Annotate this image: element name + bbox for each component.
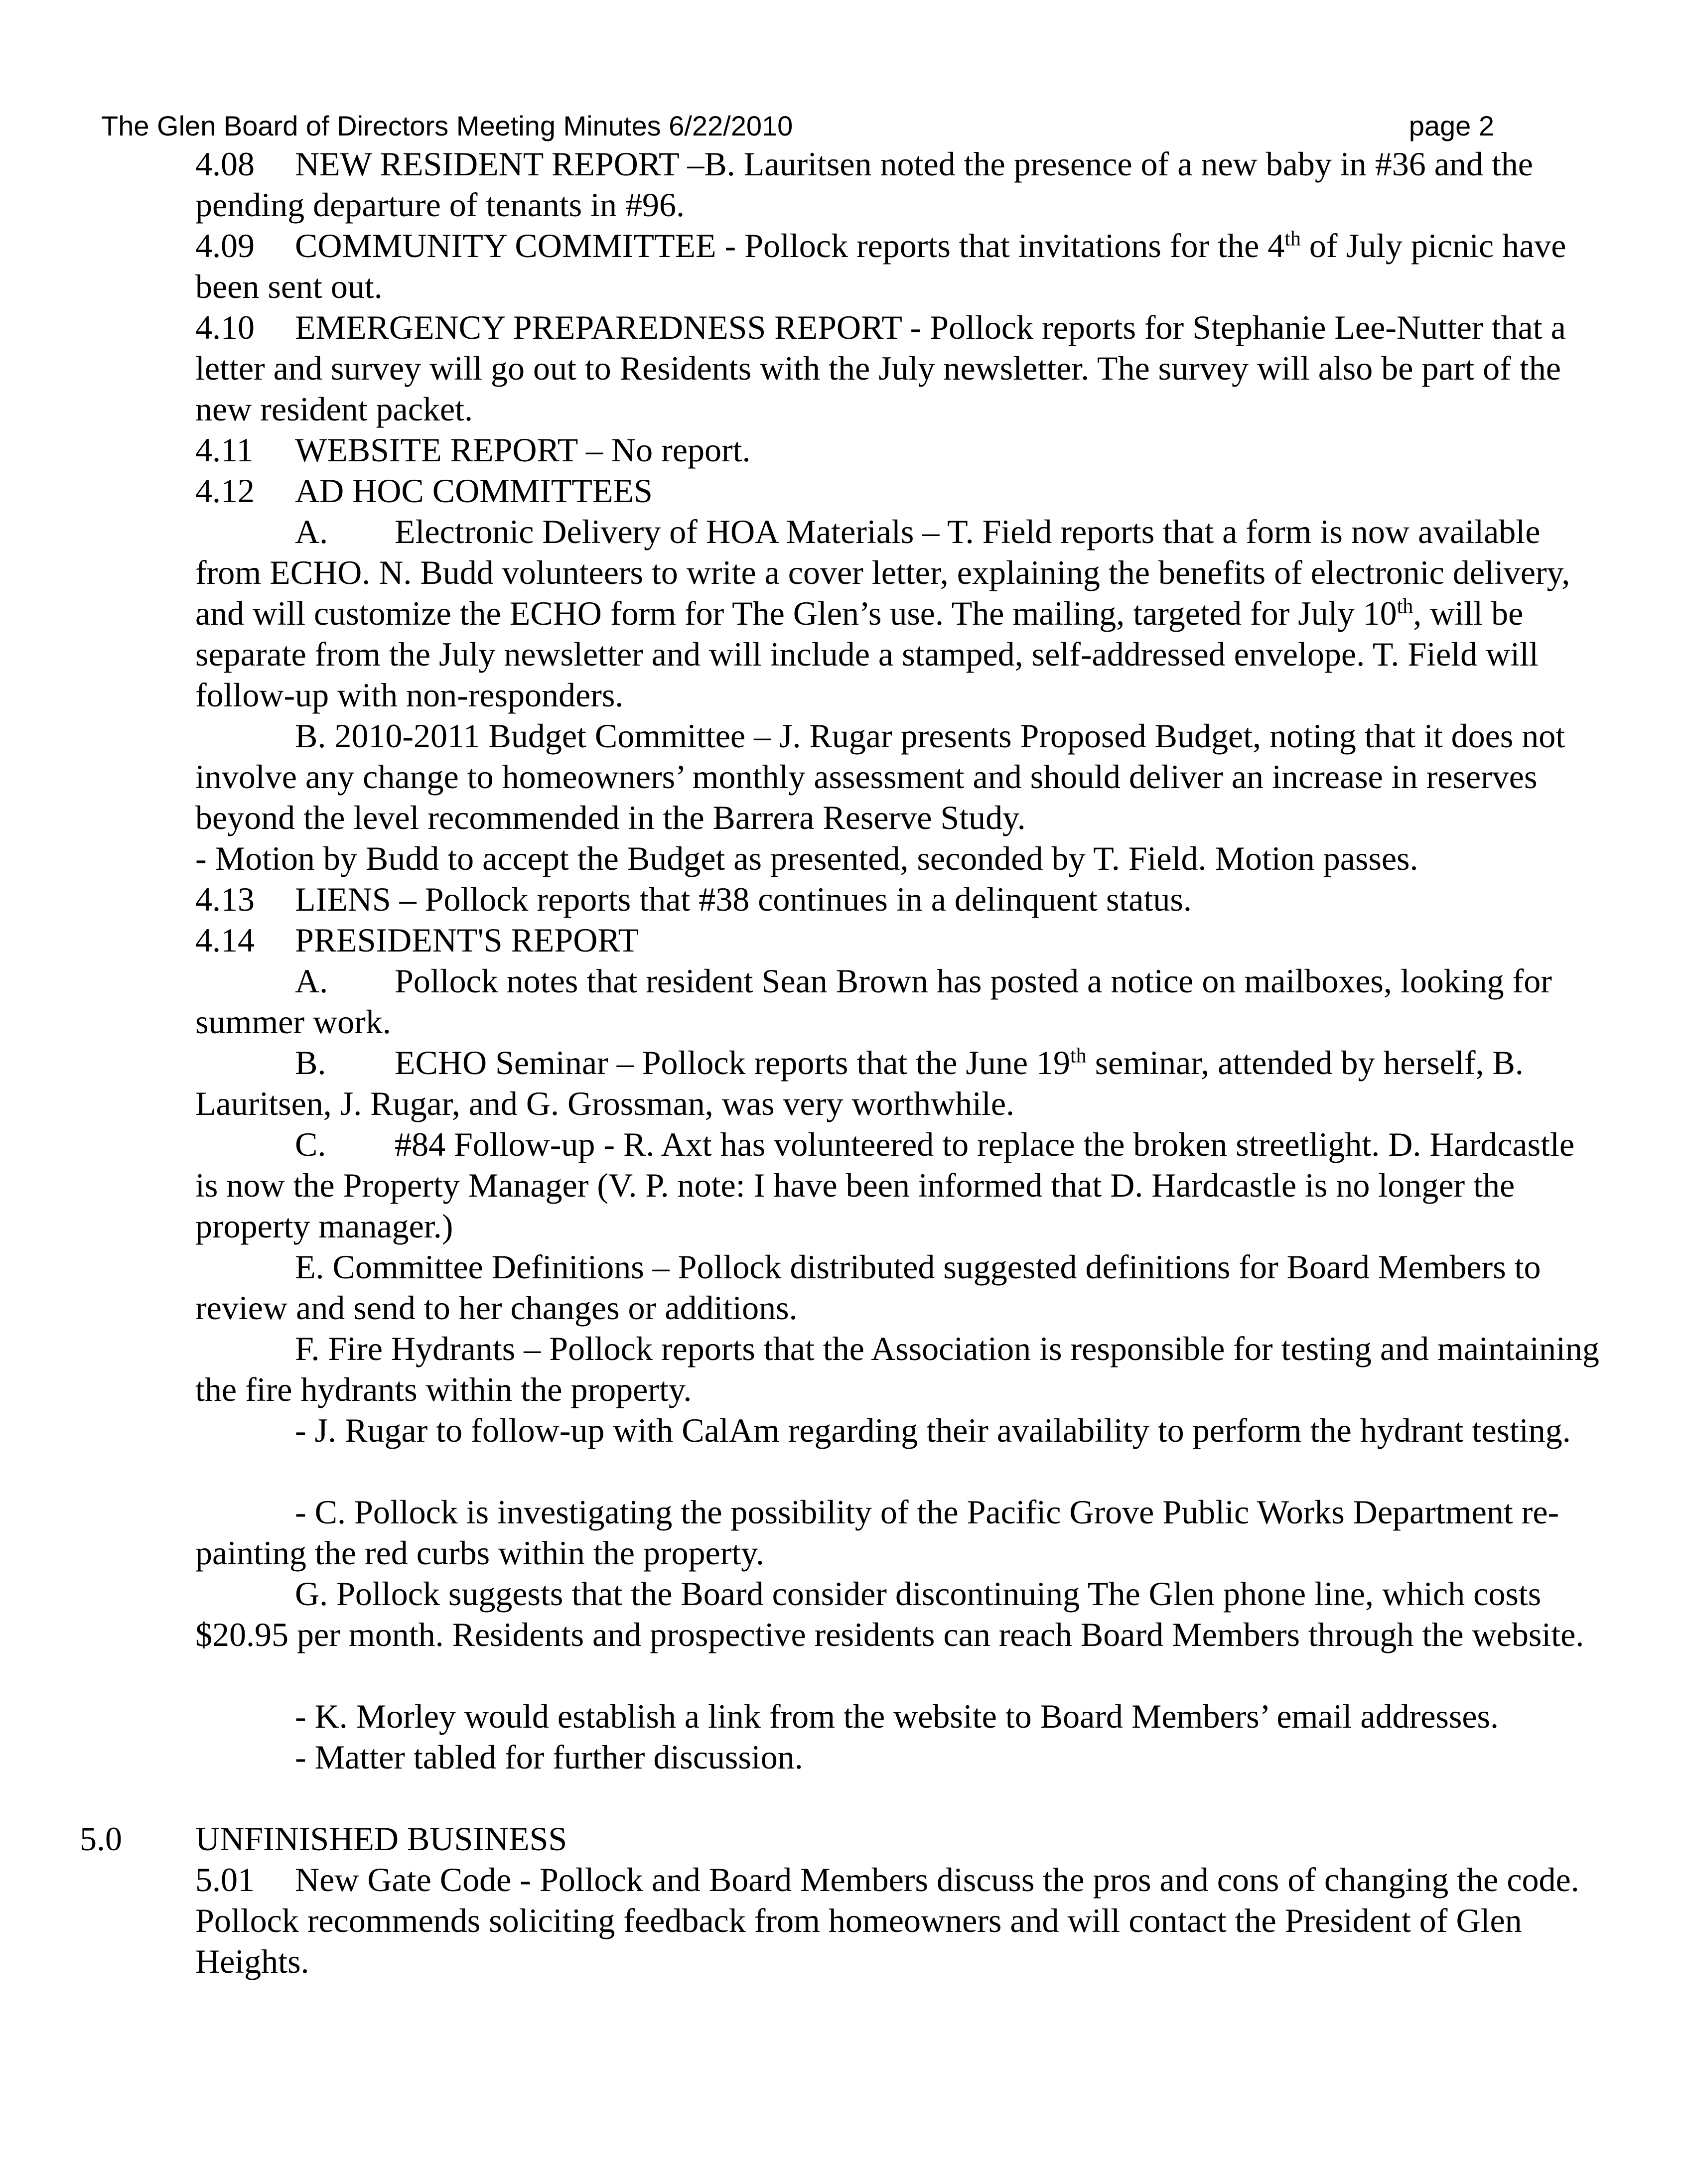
item-text: - Matter tabled for further discussion. — [295, 1738, 803, 1776]
item-text: - K. Morley would establish a link from the website to Board Members’ email addresses. — [295, 1697, 1499, 1735]
item-text: PRESIDENT'S REPORT — [295, 921, 639, 959]
item-text: LIENS – Pollock reports that #38 continues in a delinquent status. — [295, 880, 1192, 918]
item-4-12 — [195, 470, 1600, 511]
sub-item-label: A. — [295, 513, 328, 550]
item-number: 4.11 — [195, 431, 254, 469]
item-4-14-g — [195, 1573, 1600, 1655]
item-text: COMMUNITY COMMITTEE - Pollock reports that invitations for the 4 — [295, 227, 1285, 265]
item-number: 5.01 — [195, 1861, 255, 1899]
item-text: Electronic Delivery of HOA Materials – T. Field reports that a form is now available from ECHO. N. Budd volunteers to write a cover letter, explaining the benefits of electronic delivery, and will customize the ECHO form for The Glen’s use. The mailing, targeted for July 10 — [195, 513, 1570, 632]
item-number: 4.14 — [195, 921, 255, 959]
item-text: WEBSITE REPORT – No report. — [295, 431, 751, 469]
ordinal-suffix: th — [1070, 1044, 1087, 1068]
item-text: ECHO Seminar – Pollock reports that the June 19 — [395, 1044, 1071, 1082]
budget-motion — [195, 838, 1600, 879]
ordinal-suffix: th — [1397, 595, 1413, 618]
item-text: #84 Follow-up - R. Axt has volunteered to replace the broken streetlight. D. Hardcastle is now the Property Manager (V. P. note: I have been informed that D. Hardcastle is no longer the property manager.) — [195, 1125, 1575, 1245]
item-4-10 — [195, 307, 1600, 429]
page-number: page 2 — [1408, 110, 1494, 141]
item-number: 4.12 — [195, 472, 255, 510]
sub-item-label: C. — [295, 1125, 326, 1163]
item-4-14-g-1 — [195, 1696, 1600, 1737]
item-4-14-c — [195, 1124, 1600, 1246]
item-text: EMERGENCY PREPAREDNESS REPORT - Pollock reports for Stephanie Lee-Nutter that a letter and survey will go out to Residents with the July newsletter. The survey will also be part of the new resident packet. — [195, 308, 1566, 428]
section-title: UNFINISHED BUSINESS — [195, 1820, 567, 1858]
item-4-14-g-2 — [195, 1737, 1600, 1777]
item-text-cont: of July picnic have been sent out. — [195, 227, 1566, 305]
item-number: 4.09 — [195, 227, 255, 265]
sub-item-label: B. — [295, 1044, 326, 1082]
item-text: AD HOC COMMITTEES — [295, 472, 653, 510]
item-5-01 — [195, 1859, 1600, 1982]
item-number: 4.13 — [195, 880, 255, 918]
item-4-14-e — [195, 1246, 1600, 1328]
item-text-cont: seminar, attended by herself, B. Lauritsen, J. Rugar, and G. Grossman, was very worthwhile. — [195, 1044, 1524, 1122]
item-number: 4.08 — [195, 145, 255, 183]
item-4-14-a — [195, 960, 1600, 1042]
item-text: B. 2010-2011 Budget Committee – J. Rugar presents Proposed Budget, noting that it does not involve any change to homeowners’ monthly assessment and should deliver an increase in reserves beyond the level recommended in the Barrera Reserve Study. — [195, 717, 1565, 836]
item-text: F. Fire Hydrants – Pollock reports that the Association is responsible for testing and maintaining the fire hydrants within the property. — [195, 1330, 1599, 1408]
section-number: 5.0 — [80, 1820, 122, 1858]
item-text: Pollock notes that resident Sean Brown has posted a notice on mailboxes, looking for summer work. — [195, 962, 1552, 1041]
sub-item-label: A. — [295, 962, 328, 1000]
item-text: NEW RESIDENT REPORT –B. Lauritsen noted the presence of a new baby in #36 and the pending departure of tenants in #96. — [195, 145, 1533, 224]
item-4-14-b — [195, 1042, 1600, 1124]
section-5-heading — [80, 1818, 567, 1859]
item-text: G. Pollock suggests that the Board consider discontinuing The Glen phone line, which costs $20.95 per month. Residents and prospective residents can reach Board Members through the website. — [195, 1575, 1584, 1653]
item-text: E. Committee Definitions – Pollock distributed suggested definitions for Board Members to review and send to her changes or additions. — [195, 1248, 1541, 1327]
item-4-12-b — [195, 715, 1600, 838]
item-4-13 — [195, 879, 1600, 920]
item-text: New Gate Code - Pollock and Board Members discuss the pros and cons of changing the code. Pollock recommends soliciting feedback from homeowners and will contact the President of Glen Heights. — [195, 1861, 1579, 1980]
item-text: - J. Rugar to follow-up with CalAm regarding their availability to perform the hydrant testing. — [295, 1411, 1571, 1449]
header-title: The Glen Board of Directors Meeting Minutes 6/22/2010 — [101, 110, 793, 141]
item-text: - Motion by Budd to accept the Budget as presented, seconded by T. Field. Motion passes. — [195, 839, 1418, 877]
item-4-14-f-2 — [195, 1492, 1600, 1573]
item-4-08 — [195, 143, 1600, 225]
item-4-12-a — [195, 511, 1600, 715]
item-4-14-f — [195, 1328, 1600, 1410]
item-4-09 — [195, 225, 1600, 307]
item-4-14-f-1 — [195, 1410, 1600, 1451]
item-text: - C. Pollock is investigating the possibility of the Pacific Grove Public Works Department re-painting the red curbs within the property. — [195, 1493, 1559, 1572]
ordinal-suffix: th — [1284, 227, 1301, 251]
item-number: 4.10 — [195, 308, 255, 346]
item-4-11 — [195, 429, 1600, 470]
item-4-14 — [195, 920, 1600, 960]
item-text-cont: , will be separate from the July newsletter and will include a stamped, self-addressed envelope. T. Field will follow-up with non-responders. — [195, 594, 1539, 714]
